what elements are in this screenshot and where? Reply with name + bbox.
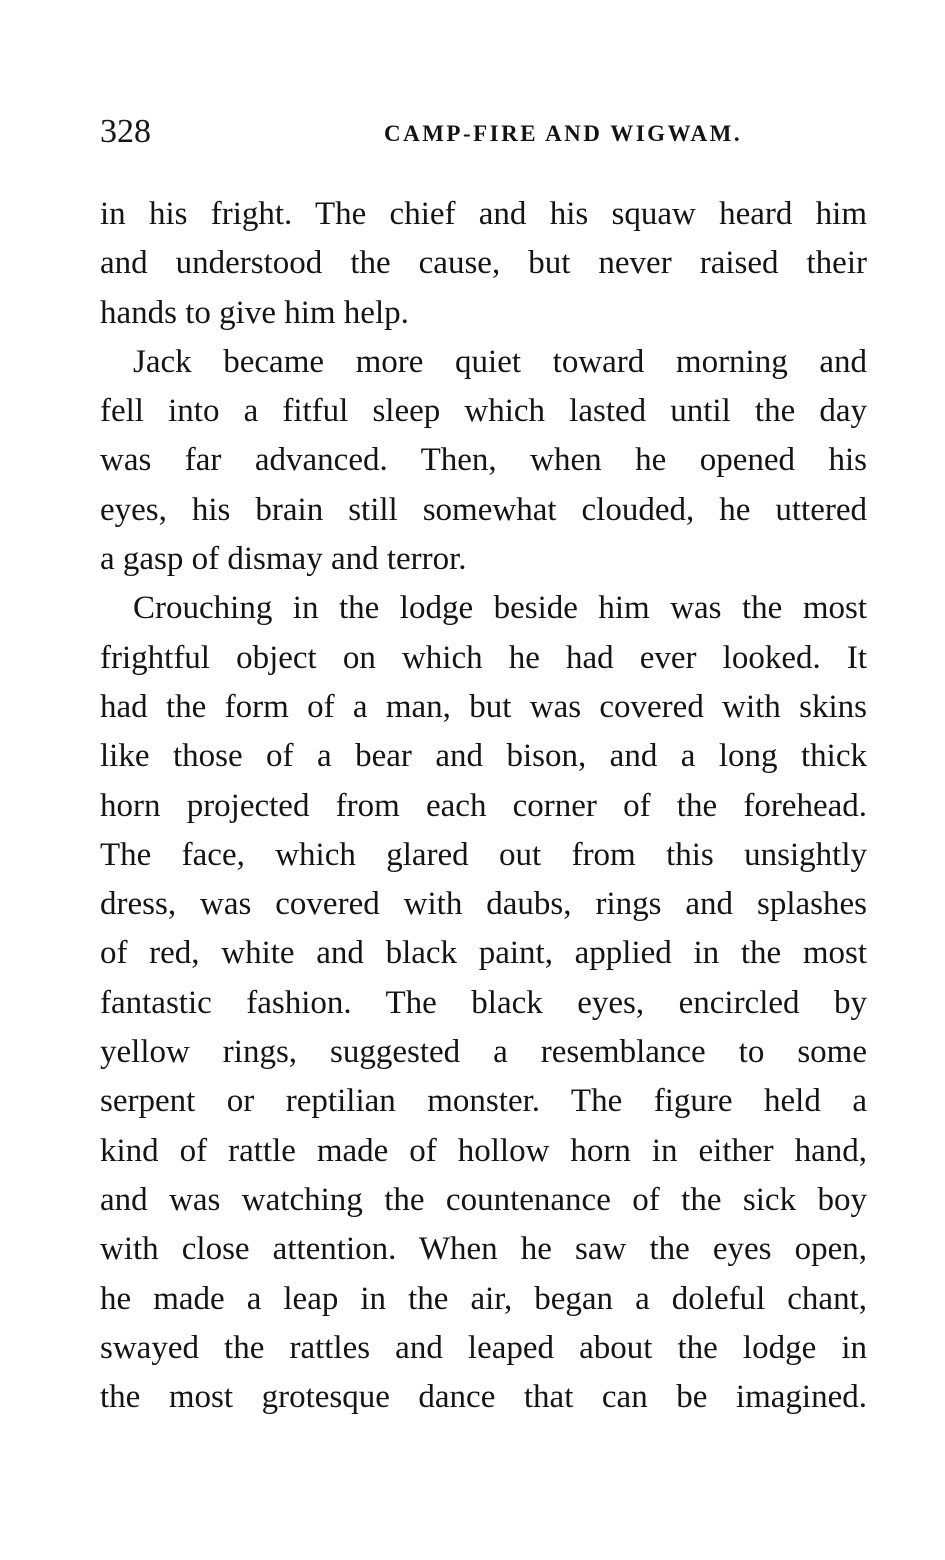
running-title: CAMP-FIRE AND WIGWAM. xyxy=(384,121,743,146)
text-line: fantastic fashion. The black eyes, encircled by xyxy=(100,984,867,1021)
text-line: fell into a fitful sleep which lasted until the day xyxy=(100,393,867,430)
text-line: horn projected from each corner of the forehead. xyxy=(100,787,867,824)
text-line: he made a leap in the air, began a doleful chant, xyxy=(100,1280,867,1317)
text-line: of red, white and black paint, applied in the most xyxy=(100,935,867,972)
text-line: serpent or reptilian monster. The figure held a xyxy=(100,1083,867,1120)
text-line: like those of a bear and bison, and a long thick xyxy=(100,738,867,775)
text-line: dress, was covered with daubs, rings and splashes xyxy=(100,886,867,923)
text-line: kind of rattle made of hollow horn in either hand, xyxy=(100,1132,867,1169)
text-line: yellow rings, suggested a resemblance to some xyxy=(100,1034,867,1071)
text-line: hands to give him help. xyxy=(100,294,409,331)
page-header xyxy=(100,110,870,154)
text-line: eyes, his brain still somewhat clouded, he uttered xyxy=(100,491,867,528)
text-line: swayed the rattles and leaped about the lodge in xyxy=(100,1329,867,1366)
text-line: Jack became more quiet toward morning and xyxy=(133,343,867,380)
text-line: with close attention. When he saw the eyes open, xyxy=(100,1231,867,1268)
text-line: and was watching the countenance of the sick boy xyxy=(100,1181,867,1218)
text-line: Crouching in the lodge beside him was the most xyxy=(133,590,867,627)
text-line: a gasp of dismay and terror. xyxy=(100,541,467,578)
paragraph xyxy=(100,190,867,338)
text-line: in his fright. The chief and his squaw heard him xyxy=(100,196,867,232)
page-number: 328 xyxy=(100,113,151,150)
text-line: frightful object on which he had ever looked. It xyxy=(100,639,867,676)
text-line: was far advanced. Then, when he opened his xyxy=(100,442,867,479)
text-line: The face, which glared out from this unsightly xyxy=(100,836,867,873)
text-line: and understood the cause, but never raised their xyxy=(100,245,867,282)
text-line: had the form of a man, but was covered with skins xyxy=(100,688,867,725)
text-line: the most grotesque dance that can be imagined. xyxy=(100,1379,867,1416)
body-text xyxy=(100,190,867,1422)
paragraph xyxy=(100,584,867,1422)
paragraph xyxy=(100,338,867,584)
